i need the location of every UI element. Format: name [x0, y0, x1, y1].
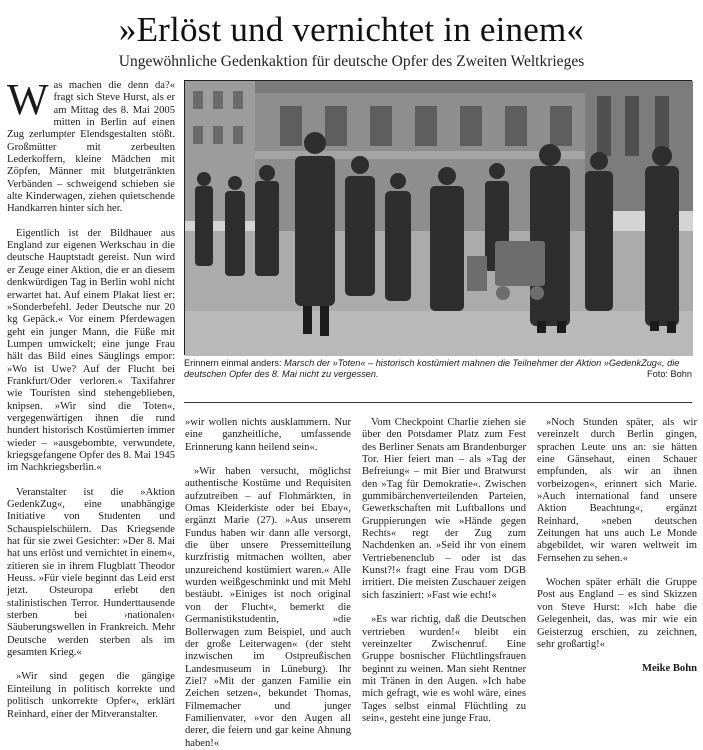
paragraph-10: Wochen später erhält die Gruppe Post aus England – es sind Skizzen von Steve Hurst: »Ich habe die Gelegenheit, das, was mir wie ein Geisterzug erschien, zu zeichnen, sehr großartig!« — [537, 577, 697, 650]
article-column-3 — [362, 417, 526, 726]
paragraph-9: »Noch Stunden später, als wir vereinzelt durch Berlin gingen, sprachen Leute uns an: sie hätten eine Gänsehaut, einen Schauer empfunden, als wir an ihnen vorbeizogen«, erinnert sich Marie. »Auch international fand unsere Aktion Beachtung«, ergänzt Reinhard, »neben deutschen Zeitungen hat uns auch Le Monde abgebildet, wir waren weltweit im Fernsehen zu sehen.« — [537, 417, 697, 564]
photo-caption — [184, 358, 692, 388]
article-column-4 — [537, 417, 697, 726]
caption-text: Marsch der »Toten« – historisch kostümiert mahnen die Teilnehmer der Aktion »GedenkZug«, die deutschen Opfer des 8. Mai nicht zu vergessen. — [184, 358, 680, 379]
paragraph-4: »Wir sind gegen die gängige Einteilung in politisch korrekte und politisch unkorrekte Opfer«, erklärt Reinhard, einer der Mitveranstalter. — [7, 671, 175, 720]
author-byline: Meike Bohn — [641, 663, 697, 675]
article-column-1 — [7, 75, 175, 726]
photo-credit: Foto: Bohn — [647, 369, 692, 379]
subheadline: Ungewöhnliche Gedenkaktion für deutsche Opfer des Zweiten Weltkrieges — [118, 53, 585, 70]
paragraph-7: Vom Checkpoint Charlie ziehen sie über den Potsdamer Platz zum Fest des Berliner Senats am Brandenburger Tor. Hier feiert man – als »Tag der Befreiung« – mit Bier und Bratwurst den »Tag für Demokratie«. Zwischen gummibärchenverteilenden Parteien, Gewerkschaften mit Luftballons und Gruppierungen wie »Hände gegen Rechts« regt der Zug zum Nachdenken an. »Seid ihr von einem Vertriebenenclub – oder ist das Kunst?!« fragt eine Frau vom DGB irritiert. Die meisten Zuschauer zeigen sich fasziniert: »Fast wie echt!« — [362, 417, 526, 601]
paragraph-3: Veranstalter ist die »Aktion GedenkZug«, eine unabhängige Initiative von Studenten und Schauspielschülern. Das Kriegsende hat für sie zwei Gesichter: »Der 8. Mai hat uns erlöst und vernichtet in einem«, zitieren sie in ihrem Flugblatt Theodor Heuss. »Für viele beginnt das Leid erst jetzt. Osteuropa erlebt den stalinistischen Terror. Hunderttausende sterben bei ›nationalen‹ Säuberungswellen in Frankreich. Mehr Deutsche werden sterben als im gesamten Krieg.« — [7, 486, 175, 659]
headline: »Erlöst und vernichtet in einem« — [118, 10, 585, 49]
paragraph-2: Eigentlich ist der Bildhauer aus England zur eigenen Werkschau in die deutsche Hauptstadt gereist. Nun wird er Zeuge einer Aktion, die er an diesem denkwürdigen Tag in Berlin wohl nicht erwartet hat. Auf einem Plakat liest er: »Sonderbefehl. Jeder Deutsche nur 20 kg Gepäck.« Vor einem Pferdewagen geht ein junger Mann, die Füße mit Lumpen umwickelt; eine junge Frau hält das Bild eines Säuglings empor: »Wo ist Uwe? Auf der Flucht bei Frankfurt/Oder verloren.« Taxifahrer wie Touristen sind stehengeblieben, knipsen. »Wir sind die Toten«, vergegenwärtigen ihnen die rund hundert historisch Kostümierten immer wieder – »ausgebombte, verwundete, kriegsgefangene Opfer des 8. Mai 1945 im Nachkriegsberlin.« — [7, 227, 175, 474]
caption-divider — [184, 402, 692, 403]
article-photo — [184, 80, 692, 355]
paragraph-1 — [7, 75, 175, 216]
photo-scene — [185, 81, 693, 356]
paragraph-1-text: as machen die denn da?« fragt sich Steve Hurst, als er am Mittag des 8. Mai 2005 mitten in Berlin auf einen Zug zerlumpter Elendsgestalten stößt. Großmütter mit zerbeulten Lederkoffern, kleine Mädchen mit Zöpfen, Männer mit blutgetränkten Verbänden – schweigend schieben sie alte Kinderwagen, ziehen quietschende Handkarren hinter sich her. — [7, 80, 175, 215]
dropcap: W — [7, 75, 49, 124]
paragraph-5: »wir wollen nichts ausklammern. Nur eine ganzheitliche, umfassende Erinnerung kann heilend sein«. — [185, 417, 351, 453]
article-column-2 — [185, 417, 351, 749]
caption-lead: Erinnern einmal anders: — [184, 358, 282, 368]
paragraph-8: »Es war richtig, daß die Deutschen vertrieben wurden!« bleibt ein vereinzelter Zwischenruf. Eine Gruppe bosnischer Flüchtlingsfrauen beginnt zu weinen. Man sieht Rentner mit Tränen in den Augen. »Ich habe mich gefragt, wie es wohl wäre, eines Tages selbst einmal Flüchtling zu sein«, gesteht eine junge Frau. — [362, 614, 526, 724]
paragraph-6: »Wir haben versucht, möglichst authentische Kostüme und Requisiten aufzutreiben – auf Flohmärkten, in Omas Kleiderkiste oder bei Ebay«, ergänzt Marie (27). »Aus unserem Fundus haben wir dann alle versorgt, die über unsere Pressemitteilung kurzfristig mitmachen wollten, aber unzureichend kostümiert waren.« Alle wurden weißgeschminkt und mit Mehl bestäubt. »Einiges ist noch original von der Flucht«, bemerkt die Germanistikstudentin, »die Bollerwagen zum Beispiel, und auch der große Leiterwagen« (der steht inzwischen im Ostpreußischen Landesmuseum in Lüneburg). Ihr Ziel? »Mit der ganzen Familie ein Zeichen setzen«, bekundet Thomas, Filmemacher und junger Familienvater, »vor den Augen all derer, die feiern und gar keine Ahnung haben!« — [185, 466, 351, 749]
